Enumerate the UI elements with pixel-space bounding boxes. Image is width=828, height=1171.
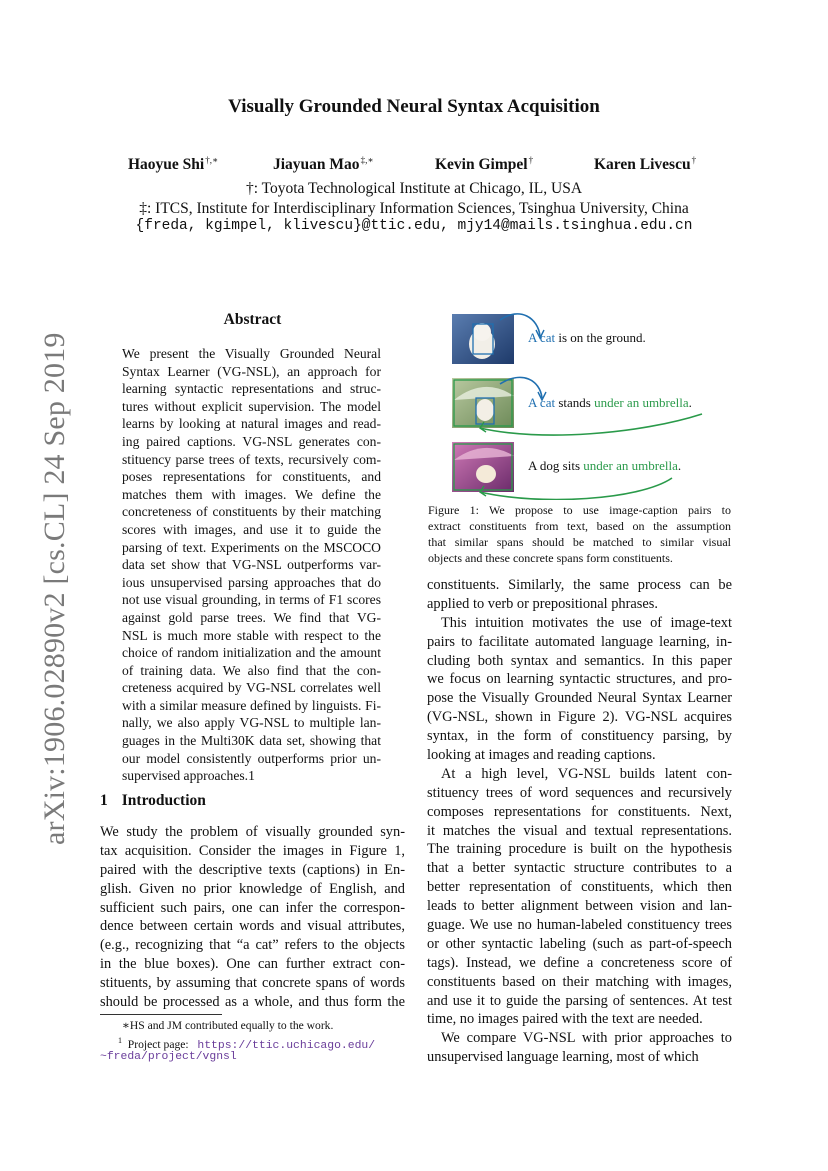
text-line: it matches the visual and textual representations. (427, 822, 732, 839)
figure-caption-1 (528, 330, 646, 346)
figure-image-cat-ground (452, 314, 514, 364)
figure-1-caption (428, 502, 731, 566)
text-line: creteness acquired by VG-NSL correlates well (122, 680, 381, 696)
author-name: Kevin Gimpel† (435, 155, 534, 174)
text-line: with a similar measure defined by linguists. Fi- (122, 697, 381, 713)
arxiv-stamp[interactable]: arXiv:1906.02890v2 [cs.CL] 24 Sep 2019 (38, 332, 71, 845)
footnote-equal-contribution: ∗HS and JM contributed equally to the work. (122, 1019, 334, 1032)
text-line: looking at images and reading captions. (427, 747, 656, 764)
text-line: (e.g., recognizing that “a cat” refers to the objects (100, 937, 405, 954)
text-line: parsing of text. Experiments on the MSCOCO (122, 539, 381, 555)
text-line: matches them with images. We define the (122, 486, 381, 502)
text-line: guages in the Multi30K data set, showing that (122, 733, 381, 749)
text-line: stituency trees of word sequences and recursively (427, 784, 732, 801)
text-line: or other syntactic labeling (such as part-of-speech (427, 935, 732, 952)
text-line: not use visual grounding, in terms of F1 scores (122, 592, 381, 608)
text-line: data set show that VG-NSL outperforms var- (122, 557, 381, 573)
figure-image-dog-umbrella (452, 442, 514, 492)
section-title: Introduction (121, 792, 206, 809)
author-name: Haoyue Shi†,∗ (128, 155, 219, 174)
caption-span: stands (555, 395, 595, 410)
caption-span: under an umbrella (583, 458, 678, 473)
text-line: poses representations for constituents, and (122, 469, 381, 485)
text-line: nally, we also apply VG-NSL to multiple lan- (122, 715, 381, 731)
footnote-project: $^1$ Project page: https://ttic.uchicago.edu/ (118, 1036, 376, 1052)
figure-image-cat-umbrella (452, 378, 514, 428)
text-line: tax acquisition. Consider the images in Figure 1, (100, 842, 405, 859)
caption-span: is on the ground. (555, 330, 646, 345)
caption-span: A dog sits (528, 458, 584, 473)
text-line: time, no images paired with the text are needed. (427, 1011, 703, 1028)
text-line: and use it to guide the parsing of sentences. At test (427, 992, 732, 1009)
text-line: syntax, in the form of constituency parsing, by (427, 728, 732, 745)
text-line: leads to better alignment between vision and lan- (427, 898, 732, 915)
text-line: We study the problem of visually grounded syn- (100, 824, 405, 840)
text-line: learns by looking at natural images and read- (122, 416, 381, 432)
text-line: extract constituents from text, based on the assumption (428, 519, 731, 533)
caption-span: . (688, 395, 692, 410)
text-line: constituents. Similarly, the same process can be (427, 577, 732, 593)
text-line: that a better syntactic structure contributes to a (427, 860, 732, 877)
project-url-cont[interactable]: ~freda/project/vgnsl (100, 1051, 237, 1063)
text-line: dence between certain words and visual attributes, (100, 918, 405, 935)
text-line: sufficient such pairs, one can infer the correspon- (100, 899, 405, 916)
text-line: applied to verb or prepositional phrases. (427, 595, 658, 612)
text-line: concreteness of constituents by their matching (122, 504, 381, 520)
intro-right-column (427, 576, 732, 1067)
text-line: paired with the descriptive texts (captions) in En- (100, 861, 405, 878)
text-line: We present the Visually Grounded Neural (122, 346, 381, 361)
affiliation: ‡: ITCS, Institute for Interdisciplinary Information Sciences, Tsinghua University, China (139, 200, 689, 217)
text-line: stituents, by assuming that concrete spans of words (100, 975, 405, 992)
abstract-body (122, 345, 381, 785)
text-line: should be processed as a whole, and thus form the (100, 994, 405, 1011)
text-line: Figure 1: We propose to use image-caption pairs to (428, 503, 731, 517)
project-url[interactable]: https://ttic.uchicago.edu/ (197, 1039, 376, 1052)
text-line: NSL is much more stable with respect to the (122, 627, 381, 643)
text-line: constituents based on their matching with images, (427, 973, 732, 990)
text-line: cluding both syntax and semantics. In this paper (427, 652, 732, 669)
figure-caption-2 (528, 395, 692, 411)
text-line: guage. We use no human-labeled constituency trees (427, 917, 732, 934)
section-number: 1 (100, 792, 108, 809)
text-line: stituency parse trees of texts, recursively com- (122, 451, 381, 467)
text-line: objects and these concrete spans form constituents. (428, 551, 673, 565)
caption-span: under an umbrella (594, 395, 689, 410)
footnote-rule (100, 1014, 222, 1015)
text-line: of training data. We also find that the con- (122, 662, 381, 678)
text-line: (VG-NSL, shown in Figure 2). VG-NSL acquires (427, 709, 732, 726)
text-line: learning syntactic representations and struc- (122, 381, 381, 397)
text-line: We compare VG-NSL with prior approaches to (441, 1030, 732, 1047)
text-line: that similar spans should be matched to similar visual (428, 535, 731, 549)
text-line: pairs to facilitate automated language learning, in- (427, 633, 732, 650)
text-line: unsupervised language learning, most of which (427, 1049, 699, 1066)
caption-span: A cat (528, 395, 556, 410)
text-line: choice of random initialization and the amount (122, 645, 381, 661)
footnote-project-cont (100, 1049, 405, 1065)
figure-caption-3 (528, 458, 681, 474)
text-line: The training procedure is built on the hypothesis (427, 841, 732, 858)
text-line: we focus on learning syntactic structures, and pro- (427, 671, 732, 688)
text-line: better representation of constituents, which then (427, 879, 732, 896)
text-line: against gold parse trees. We find that VG- (122, 609, 381, 625)
text-line: pose the Visually Grounded Neural Syntax Learner (427, 690, 732, 707)
caption-span: . (677, 458, 682, 473)
caption-span: A cat (528, 330, 556, 345)
section-heading (100, 792, 206, 810)
text-line: scores with images, and use it to guide the (122, 521, 381, 537)
text-line: in the blue boxes). One can further extract con- (100, 956, 405, 973)
text-line: At a high level, VG-NSL builds latent con- (441, 765, 732, 782)
text-line: Syntax Learner (VG-NSL), an approach for (122, 363, 381, 379)
author-emails[interactable]: {freda, kgimpel, klivescu}@ttic.edu, mjy14@mails.tsinghua.edu.cn (135, 218, 693, 234)
author-name: Karen Livescu† (594, 155, 697, 174)
paper-title: Visually Grounded Neural Syntax Acquisition (228, 96, 600, 117)
text-line: ious unsupervised parsing approaches that do (122, 574, 381, 590)
author-name: Jiayuan Mao‡,∗ (273, 155, 374, 174)
text-line: tags). Instead, we define a concreteness score of (427, 954, 732, 971)
author-list (0, 155, 828, 179)
text-line: supervised approaches.1 (122, 768, 255, 784)
intro-left-column (100, 823, 405, 1012)
text-line: composes representations for constituents. Next, (427, 803, 732, 820)
text-line: glish. Given no prior knowledge of English, and (100, 880, 405, 897)
abstract-heading: Abstract (223, 311, 282, 328)
text-line: This intuition motivates the use of image-text (441, 614, 732, 631)
text-line: our model consistently outperforms prior un- (122, 750, 381, 766)
figure-1 (440, 310, 770, 500)
text-line: tures without explicit supervision. The model (122, 398, 381, 414)
text-line: ing paired captions. VG-NSL generates con- (122, 433, 381, 449)
affiliation: †: Toyota Technological Institute at Chicago, IL, USA (245, 180, 583, 197)
